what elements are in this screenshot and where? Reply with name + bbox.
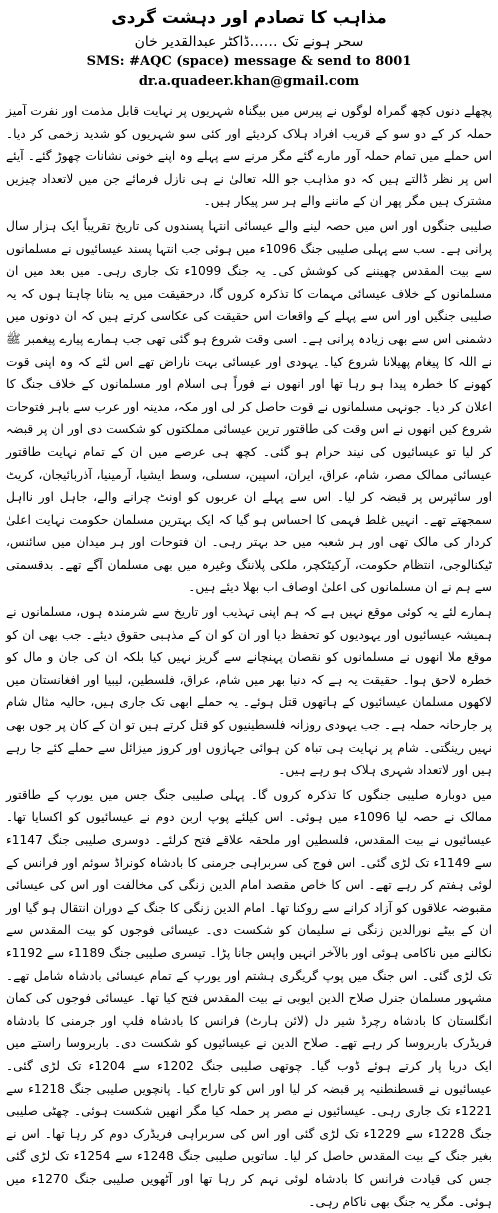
sms-instructions: SMS: #AQC (space) message & send to 8001 xyxy=(86,54,412,69)
paragraph-crusades-list: میں دوبارہ صلیبی جنگوں کا تذکرہ کروں گا۔ پہلی صلیبی جنگ جس میں یورپ کے طاقتور ممالک نے حصہ لیا 1096ء میں ہوئی۔ اس کیلئے پوپ اربن دوم نے عیسائیوں کو اکسایا تھا۔ عیسائیوں نے بیت المقدس، فلسطین اور ملحقہ علاقے فتح کرلئے۔ دوسری صلیبی جنگ 1147ء سے 1149ء تک لڑی گئی۔ اس فوج کی سربراہی جرمنی کا بادشاہ کونراڈ سوئم اور فرانس کے لوئی ہفتم کر رہے تھے۔ اس کا خاص مقصد امام الدین زنگی کی مخالفت اور اس کی عیسائی مقبوضہ علاقوں کو آزاد کرانے سے روکنا تھا۔ امام الدین زنگی کا جنگ کے دوران انتقال ہو گیا اور ان کے بیٹے نورالدین زنگی نے سلیمان کو شکست دی۔ عیسائی فوجوں کو بیت المقدس سے نکالنے میں ناکامی ہوئی اور بالآخر انہیں واپس جانا پڑا۔ تیسری صلیبی جنگ 1189ء سے 1192ء تک لڑی گئی۔ اس جنگ میں پوپ گریگری ہشتم اور یورپ کے تمام عیسائی بادشاہ شامل تھے۔ مشہور مسلمان جنرل صلاح الدین ایوبی نے بیت المقدس فتح کیا تھا۔ عیسائی فوجوں کی کمان انگلستان کا بادشاہ رچرڈ شیر دل (لائن ہارٹ) فرانس کا بادشاہ فلپ اور جرمنی کا بادشاہ فریڈرک باربروسا کر رہے تھے۔ صلاح الدین نے عیسائیوں کو شکست دی۔ باربروسا راستے میں ایک دریا پار کرتے ہوئے ڈوب گیا۔ چوتھی صلیبی جنگ 1202ء سے 1204ء تک لڑی گئی۔ عیسائیوں نے قسطنطنیہ پر قبضہ کر لیا اور اس کو تاراج کیا۔ پانچویں صلیبی جنگ 1218ء سے 1221ء تک جاری رہی۔ عیسائیوں نے مصر پر حملہ کیا مگر انھیں شکست ہوئی۔ چھٹی صلیبی جنگ 1228ء سے 1229ء تک لڑی گئی اور اس کی سربراہی فریڈرک دوم کر رہا تھا۔ اس نے بغیر جنگ کے بیت المقدس حاصل کر لیا۔ ساتویں صلیبی جنگ 1248ء سے 1254ء تک لڑی گئی جس کی قیادت فرانس کا بادشاہ لوئی نہم کر رہا تھا اور آٹھویں صلیبی جنگ 1270ء میں ہوئی۔ مگر یہ جنگ بھی ناکام رہی۔ xyxy=(6,787,493,1209)
article xyxy=(6,0,493,1209)
paragraph-intro: پچھلے دنوں کچھ گمراہ لوگوں نے پیرس میں بیگناہ شہریوں پر نہایت قابل مذمت اور نفرت آمیز حملہ کر کے دو سو کے قریب افراد ہلاک کردیئے اور کئی سو شہریوں کو شدید زخمی کر دیا۔ اس حملے میں تمام حملہ آور مارے گئے مگر مرنے سے پہلے وہ اپنے خونی نشانات چھوڑ گئے۔ آیئے اس پر نظر ڈالتے ہیں کہ دو مذاہب جو اللہ تعالیٰ نے ہی نازل فرمائے جن میں لاتعداد چیزیں مشترک ہیں مگر پھر ان کے ماننے والے ہر سر پیکار ہیں۔ xyxy=(6,104,492,209)
paragraph-crusades-history: صلیبی جنگوں اور اس میں حصہ لینے والے عیسائی انتہا پسندوں کی تاریخ تقریباً ایک ہزار سال پرانی ہے۔ سب سے پہلی صلیبی جنگ 1096ء میں ہوئی جب انتہا پسند عیسائیوں نے مسلمانوں سے بیت المقدس چھیننے کی کوشش کی۔ یہ جنگ 1099ء تک جاری رہی۔ میں بعد میں ان مسلمانوں کے خلاف عیسائی مہمات کا تذکرہ کروں گا، درحقیقت میں یہ بتانا چاہتا ہوں کہ یہ صلیبی جنگیں اور اس سے پہلے کے واقعات اس حقیقت کی عکاسی کرتے ہیں کہ ان دونوں میں دشمنی اس سے بھی زیادہ پرانی ہے۔ اسی وقت شروع ہو گئی تھی جب ہمارے پیارے پیغمبر ﷺ نے اللہ کا پیغام پھیلانا شروع کیا۔ یہودی اور عیسائی بہت ناراض تھے اس لئے کہ وہ اپنی قوت کھونے کا خطرہ پیدا ہو رہا تھا اور انھوں نے فوراً ہی اسلام اور مسلمانوں کے خلاف جنگ کا اعلان کر دیا۔ جونہی مسلمانوں نے قوت حاصل کر لی اور مکہ، مدینہ اور عرب سے باہر فتوحات شروع کیں انھوں نے اس وقت کی طاقتور ترین عیسائی مملکتوں کو شکست دی اور ان پر قبضہ کر لیا تو عیسائیوں کی نیند حرام ہو گئی۔ کچھ ہی عرصے میں ان کے تمام نہایت طاقتور عیسائی ممالک مصر، شام، عراق، ایران، اسپین، سسلی، وسط ایشیا، آرمینیا، آذربائیجان، کریٹ اور سائپرس پر قبضہ کر لیا۔ اس سے پہلے ان عربوں کو اونٹ چرانے والے، جاہل اور نااہل سمجھتے تھے۔ انہیں غلط فہمی کا احساس ہو گیا کہ ایک بہترین مسلمان حکومت نہایت اعلیٰ کردار کی مالک تھی اور ہر شعبہ میں حد بہتر رہی۔ ان فتوحات اور ہر میدان میں سائنس، ٹیکنالوجی، انتظام حکومت، آرکیٹکچر، ملکی پلاننگ وغیرہ میں بھی مسلمان آگے تھے۔ بدقسمتی سے ہم نے ان مسلمانوں کی اعلیٰ اوصاف اب بھلا دیئے ہیں۔ xyxy=(6,218,493,595)
article-title: مذاہب کا تصادم اور دہشت گردی xyxy=(111,8,387,28)
author-byline: سحر ہونے تک ……ڈاکٹر عبدالقدیر خان xyxy=(134,34,364,50)
paragraph-current-conflict: ہمارے لئے یہ کوئی موقع نہیں ہے کہ ہم اپنی تہذیب اور تاریخ سے شرمندہ ہوں، مسلمانوں نے ہمیشہ عیسائیوں اور یہودیوں کو تحفظ دیا اور ان کو ان کے مذہبی حقوق دیئے۔ جب بھی ان کو موقع ملا انھوں نے مسلمانوں کو نقصان پہنچانے سے گریز نہیں کیا بلکہ ان کی جان و مال کو خطرہ لاحق ہوا۔ حقیقت یہ ہے کہ دنیا بھر میں شام، عراق، فلسطین، لیبیا اور افغانستان میں لاکھوں مسلمان عیسائیوں کے ہاتھوں قتل ہوئے۔ یہ حملے ابھی تک جاری ہیں، حالیہ مثال شام پر جارحانہ حملہ ہے۔ جب یہودی روزانہ فلسطینیوں کو قتل کرتے ہیں تو ان کے کان پر جوں بھی نہیں رینگتی۔ شام پر نہایت ہی تباہ کن ہوائی جہازوں اور کروز میزائل سے حملے کئے جا رہے ہیں اور لاتعداد شہری ہلاک ہو رہے ہیں۔ xyxy=(6,605,492,778)
author-email: dr.a.quadeer.khan@gmail.com xyxy=(138,74,360,89)
